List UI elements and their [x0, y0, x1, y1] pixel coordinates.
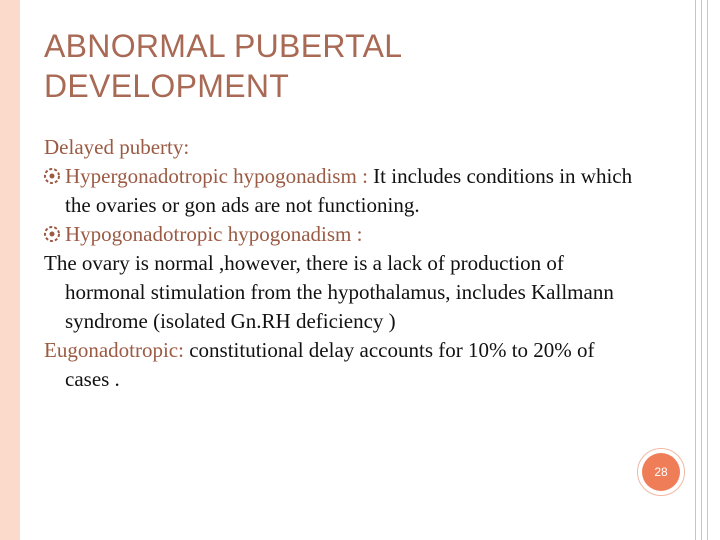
bullet-hypergonadotropic	[44, 162, 644, 220]
title-line-1: ABNORMAL PUBERTAL	[44, 28, 403, 64]
page-number-badge	[637, 448, 685, 496]
hyper-label: Hypergonadotropic hypogonadism :	[65, 164, 374, 188]
gear-bullet-icon	[44, 226, 60, 242]
hyper-text: It includes conditions in which the ovaries or gon ads are not functioning.	[65, 164, 633, 217]
eugo-label: Eugonadotropic:	[44, 338, 184, 362]
right-rule-3	[707, 0, 708, 540]
heading-delayed-puberty: Delayed puberty:	[44, 135, 190, 159]
right-rule-2	[701, 0, 702, 540]
hypo-label: Hypogonadotropic hypogonadism :	[65, 222, 363, 246]
page-number: 28	[642, 453, 680, 491]
slide-body	[44, 133, 644, 394]
hypo-description: The ovary is normal ,however, there is a lack of production of hormonal stimulation from the hypothalamus, includes Kallmann syndrome (isolated Gn.RH deficiency )	[44, 251, 614, 333]
left-decor-bar	[0, 0, 20, 540]
slide-title	[44, 26, 664, 106]
eugonadotropic-paragraph	[44, 336, 644, 394]
title-line-2: DEVELOPMENT	[44, 68, 290, 104]
right-rule-1	[695, 0, 696, 540]
eugo-text: constitutional delay accounts for 10% to 20% of cases .	[65, 338, 595, 391]
bullet-hypogonadotropic	[44, 220, 644, 249]
gear-bullet-icon	[44, 168, 60, 184]
